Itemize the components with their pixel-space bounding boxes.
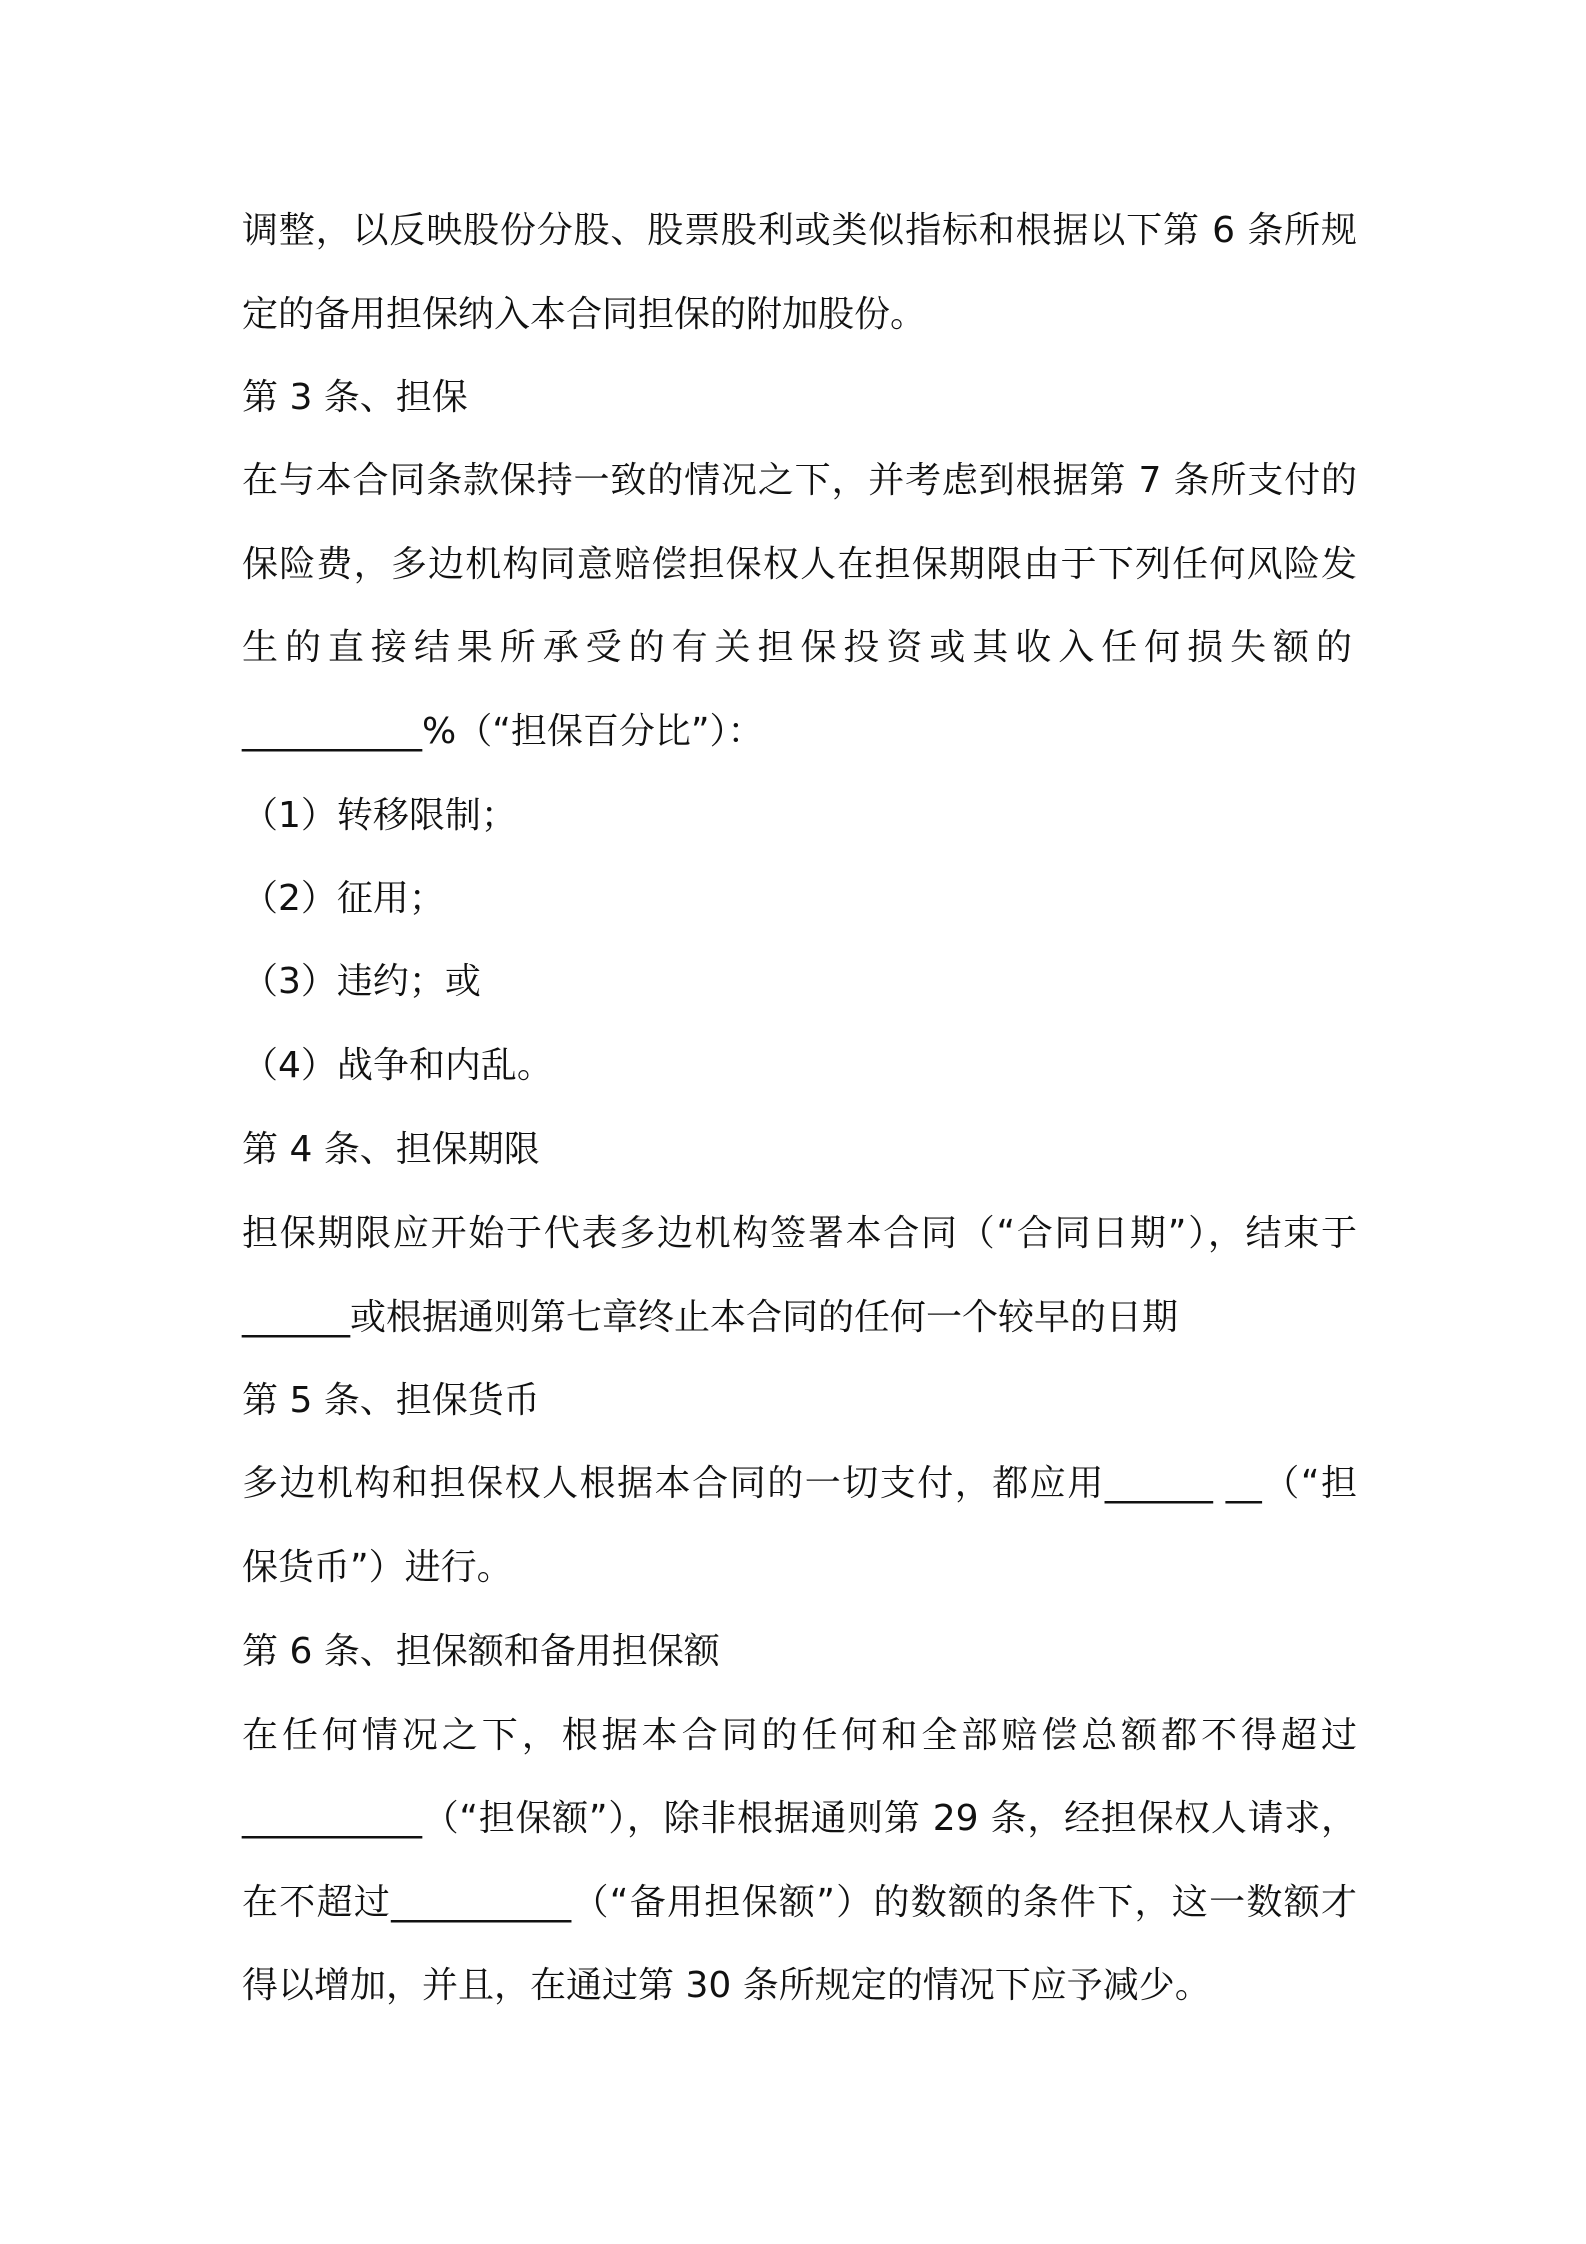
paragraph-line: 在任何情况之下，根据本合同的任何和全部赔偿总额都不得超过 — [242, 1715, 1357, 1756]
paragraph-line: ______或根据通则第七章终止本合同的任何一个较早的日期 — [242, 1297, 1179, 1338]
paragraph-line: 多边机构和担保权人根据本合同的一切支付，都应用______ __（“担 — [242, 1463, 1357, 1504]
article-heading: 第 3 条、担保 — [242, 377, 468, 418]
list-item: （2）征用； — [242, 878, 445, 919]
list-item: （3）违约；或 — [242, 961, 481, 1002]
paragraph-line: 定的备用担保纳入本合同担保的附加股份。 — [242, 294, 927, 335]
paragraph-line: 保险费，多边机构同意赔偿担保权人在担保期限由于下列任何风险发 — [242, 544, 1357, 585]
article-heading: 第 4 条、担保期限 — [242, 1129, 540, 1170]
paragraph-line: 生的直接结果所承受的有关担保投资或其收入任何损失额的 — [242, 627, 1357, 668]
paragraph-line: __________（“担保额”），除非根据通则第 29 条，经担保权人请求， — [242, 1798, 1357, 1839]
paragraph-line: 得以增加，并且，在通过第 30 条所规定的情况下应予减少。 — [242, 1965, 1211, 2006]
paragraph-line: __________%（“担保百分比”）： — [242, 711, 764, 752]
paragraph-line: 调整，以反映股份分股、股票股利或类似指标和根据以下第 6 条所规 — [242, 210, 1357, 251]
paragraph-line: 在不超过__________（“备用担保额”）的数额的条件下，这一数额才 — [242, 1882, 1357, 1923]
article-heading: 第 5 条、担保货币 — [242, 1380, 540, 1421]
paragraph-line: 保货币”）进行。 — [242, 1547, 513, 1588]
list-item: （4）战争和内乱。 — [242, 1045, 553, 1086]
article-heading: 第 6 条、担保额和备用担保额 — [242, 1631, 720, 1672]
paragraph-line: 担保期限应开始于代表多边机构签署本合同（“合同日期”），结束于 — [242, 1213, 1357, 1254]
paragraph-line: 在与本合同条款保持一致的情况之下，并考虑到根据第 7 条所支付的 — [242, 460, 1357, 501]
list-item: （1）转移限制； — [242, 795, 517, 836]
